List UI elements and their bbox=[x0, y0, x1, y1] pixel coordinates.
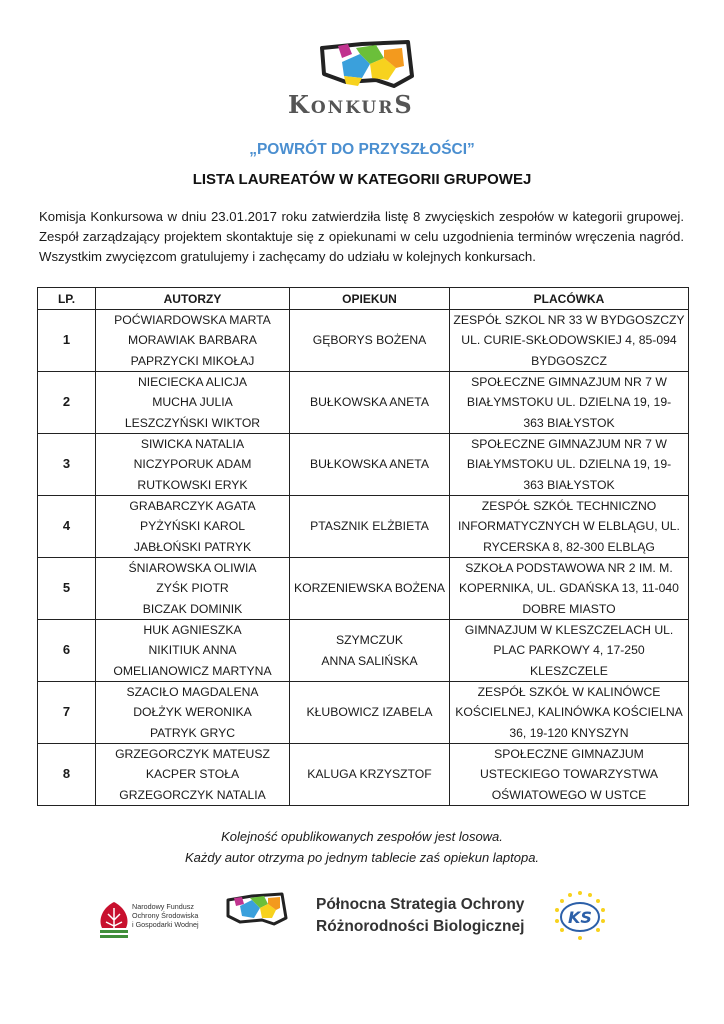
row-mentor-line: KORZENIEWSKA BOŻENA bbox=[293, 581, 446, 596]
row-mentor bbox=[290, 558, 450, 620]
row-mentor-line: GĘBORYS BOŻENA bbox=[312, 333, 427, 348]
row-school-line: ZESPÓŁ SZKOL NR 33 W BYDGOSZCZY bbox=[453, 313, 685, 328]
row-mentor-line: KALUGA KRZYSZTOF bbox=[307, 767, 432, 782]
row-school-line: BIAŁYMSTOKU UL. DZIELNA 19, 19- bbox=[466, 395, 672, 410]
row-school-line: DOBRE MIASTO bbox=[522, 601, 616, 616]
row-authors bbox=[96, 620, 290, 682]
table-row bbox=[38, 620, 689, 682]
row-authors bbox=[96, 434, 290, 496]
row-lp: 6 bbox=[38, 620, 96, 682]
row-authors-line: GRABARCZYK AGATA bbox=[129, 499, 256, 514]
row-authors-line: PYŻYŃSKI KAROL bbox=[140, 519, 245, 534]
nfosigw-text: Narodowy Fundusz Ochrony Środowiska i Gospodarki Wodnej bbox=[132, 902, 199, 929]
row-school-line: GIMNAZJUM W KLESZCZELACH UL. bbox=[464, 623, 674, 638]
row-mentor-line: ANNA SALIŃSKA bbox=[321, 653, 418, 668]
row-authors-line: RUTKOWSKI ERYK bbox=[137, 477, 248, 492]
row-authors-line: NIKITIUK ANNA bbox=[148, 643, 237, 658]
row-mentor-line: SZYMCZUK bbox=[335, 633, 404, 648]
row-mentor bbox=[290, 682, 450, 744]
row-authors-line: MUCHA JULIA bbox=[152, 395, 233, 410]
row-mentor-line: PTASZNIK ELŻBIETA bbox=[310, 519, 429, 534]
row-authors-line: HUK AGNIESZKA bbox=[143, 623, 242, 638]
row-school bbox=[450, 434, 689, 496]
row-authors bbox=[96, 558, 290, 620]
row-school bbox=[450, 496, 689, 558]
row-school-line: ZESPÓŁ SZKÓŁ TECHNICZNO bbox=[481, 499, 657, 514]
row-lp: 4 bbox=[38, 496, 96, 558]
row-mentor-line: BUŁKOWSKA ANETA bbox=[310, 395, 429, 410]
header-mentor: OPIEKUN bbox=[290, 288, 450, 310]
nfosigw-logo bbox=[96, 896, 216, 946]
row-authors bbox=[96, 496, 290, 558]
row-authors-line: JABŁOŃSKI PATRYK bbox=[133, 539, 252, 554]
row-mentor bbox=[290, 496, 450, 558]
row-school-line: PLAC PARKOWY 4, 17-250 bbox=[493, 643, 645, 658]
row-mentor bbox=[290, 620, 450, 682]
row-lp: 7 bbox=[38, 682, 96, 744]
row-mentor bbox=[290, 372, 450, 434]
table-row bbox=[38, 434, 689, 496]
row-authors-line: SZACIŁO MAGDALENA bbox=[126, 685, 259, 700]
row-school bbox=[450, 310, 689, 372]
footnote bbox=[0, 826, 724, 868]
row-school-line: SPOŁECZNE GIMNAZJUM bbox=[494, 747, 644, 762]
footnote-line-2: Każdy autor otrzyma po jednym tablecie zaś opiekun laptopa. bbox=[184, 850, 540, 865]
row-school-line: UL. CURIE-SKŁODOWSKIEJ 4, 85-094 bbox=[461, 333, 677, 348]
row-authors-line: ZYŚK PIOTR bbox=[156, 581, 229, 596]
row-school-line: KLESZCZELE bbox=[530, 663, 608, 678]
row-authors bbox=[96, 744, 290, 806]
row-authors-line: KACPER STOŁA bbox=[145, 767, 240, 782]
table-row bbox=[38, 496, 689, 558]
table-row bbox=[38, 558, 689, 620]
row-school-line: SPOŁECZNE GIMNAZJUM NR 7 W bbox=[471, 437, 667, 452]
row-school-line: BYDGOSZCZ bbox=[531, 353, 607, 368]
row-school-line: KOPERNIKA, UL. GDAŃSKA 13, 11-040 bbox=[459, 581, 679, 596]
footer-logos bbox=[0, 884, 724, 954]
footnote-line-1: Kolejność opublikowanych zespołów jest losowa. bbox=[221, 829, 503, 844]
konkurs-wordmark: KONKURS bbox=[288, 90, 414, 119]
row-authors-line: BICZAK DOMINIK bbox=[142, 601, 243, 616]
intro-paragraph: Komisja Konkursowa w dniu 23.01.2017 roku zatwierdziła listę 8 zwycięskich zespołów w kategorii grupowej. Zespół zarządzający projektem skontaktuje się z opiekunami w celu uzgodnienia terminów wręczenia nagród. Wszystkim zwycięzcom gratulujemy i zachęcamy do udziału w kolejnych konkursach. bbox=[39, 209, 684, 264]
row-school-line: RYCERSKA 8, 82-300 ELBLĄG bbox=[483, 539, 655, 554]
row-school-line: SZKOŁA PODSTAWOWA NR 2 IM. M. bbox=[465, 561, 673, 576]
row-school-line: BIAŁYMSTOKU UL. DZIELNA 19, 19- bbox=[466, 457, 672, 472]
row-authors-line: OMELIANOWICZ MARTYNA bbox=[113, 663, 272, 678]
konkurs-logo bbox=[284, 40, 434, 122]
row-lp: 8 bbox=[38, 744, 96, 806]
row-authors-line: SIWICKA NATALIA bbox=[140, 437, 245, 452]
row-school-line: OŚWIATOWEGO W USTCE bbox=[491, 787, 647, 802]
row-school-line: SPOŁECZNE GIMNAZJUM NR 7 W bbox=[471, 375, 667, 390]
row-school-line: 363 BIAŁYSTOK bbox=[523, 477, 615, 492]
row-school-line: 36, 19-120 KNYSZYN bbox=[509, 725, 629, 740]
row-lp: 1 bbox=[38, 310, 96, 372]
row-school-line: INFORMATYCZNYCH W ELBLĄGU, UL. bbox=[458, 519, 680, 534]
row-authors bbox=[96, 682, 290, 744]
row-school bbox=[450, 372, 689, 434]
row-authors-line: DOŁŻYK WERONIKA bbox=[133, 705, 252, 720]
strategy-text: Północna Strategia Ochrony Różnorodności Biologicznej bbox=[316, 896, 525, 935]
row-authors-line: MORAWIAK BARBARA bbox=[128, 333, 257, 348]
row-mentor-line: KŁUBOWICZ IZABELA bbox=[306, 705, 433, 720]
row-lp: 5 bbox=[38, 558, 96, 620]
row-authors bbox=[96, 372, 290, 434]
row-authors-line: NIECIECKA ALICJA bbox=[137, 375, 248, 390]
row-authors bbox=[96, 310, 290, 372]
nfosigw-tree-logo-icon bbox=[96, 898, 132, 942]
table-row bbox=[38, 372, 689, 434]
table-row bbox=[38, 310, 689, 372]
row-lp: 3 bbox=[38, 434, 96, 496]
table-row bbox=[38, 682, 689, 744]
row-authors-line: GRZEGORCZYK NATALIA bbox=[119, 787, 266, 802]
row-school-line: 363 BIAŁYSTOK bbox=[523, 415, 615, 430]
strategy-puzzle-logo-icon bbox=[222, 892, 302, 932]
row-mentor bbox=[290, 434, 450, 496]
page-title: „POWRÓT DO PRZYSZŁOŚCI” bbox=[249, 141, 475, 158]
row-authors-line: POĆWIARDOWSKA MARTA bbox=[114, 313, 271, 328]
table-row bbox=[38, 744, 689, 806]
row-authors-line: NICZYPORUK ADAM bbox=[133, 457, 252, 472]
svg-text:KS: KS bbox=[568, 908, 592, 927]
header-school: PLACÓWKA bbox=[450, 288, 689, 310]
header-authors: AUTORZY bbox=[96, 288, 290, 310]
ks-stars-logo-icon bbox=[550, 888, 610, 943]
header-lp: LP. bbox=[38, 288, 96, 310]
row-authors-line: ŚNIAROWSKA OLIWIA bbox=[128, 561, 257, 576]
winners-table bbox=[37, 287, 689, 806]
row-mentor-line: BUŁKOWSKA ANETA bbox=[310, 457, 429, 472]
row-school-line: KOŚCIELNEJ, KALINÓWKA KOŚCIELNA bbox=[455, 705, 683, 720]
row-school-line: ZESPÓŁ SZKÓŁ W KALINÓWCE bbox=[477, 685, 661, 700]
row-school-line: USTECKIEGO TOWARZYSTWA bbox=[479, 767, 659, 782]
row-authors-line: LESZCZYŃSKI WIKTOR bbox=[124, 415, 261, 430]
row-school bbox=[450, 620, 689, 682]
table-header-row bbox=[38, 288, 689, 310]
row-mentor bbox=[290, 310, 450, 372]
row-authors-line: GRZEGORCZYK MATEUSZ bbox=[115, 747, 270, 762]
row-school bbox=[450, 744, 689, 806]
row-lp: 2 bbox=[38, 372, 96, 434]
row-authors-line: PATRYK GRYC bbox=[149, 725, 236, 740]
row-school bbox=[450, 558, 689, 620]
page-subtitle: LISTA LAUREATÓW W KATEGORII GRUPOWEJ bbox=[192, 171, 532, 188]
row-school bbox=[450, 682, 689, 744]
row-authors-line: PAPRZYCKI MIKOŁAJ bbox=[130, 353, 255, 368]
row-mentor bbox=[290, 744, 450, 806]
